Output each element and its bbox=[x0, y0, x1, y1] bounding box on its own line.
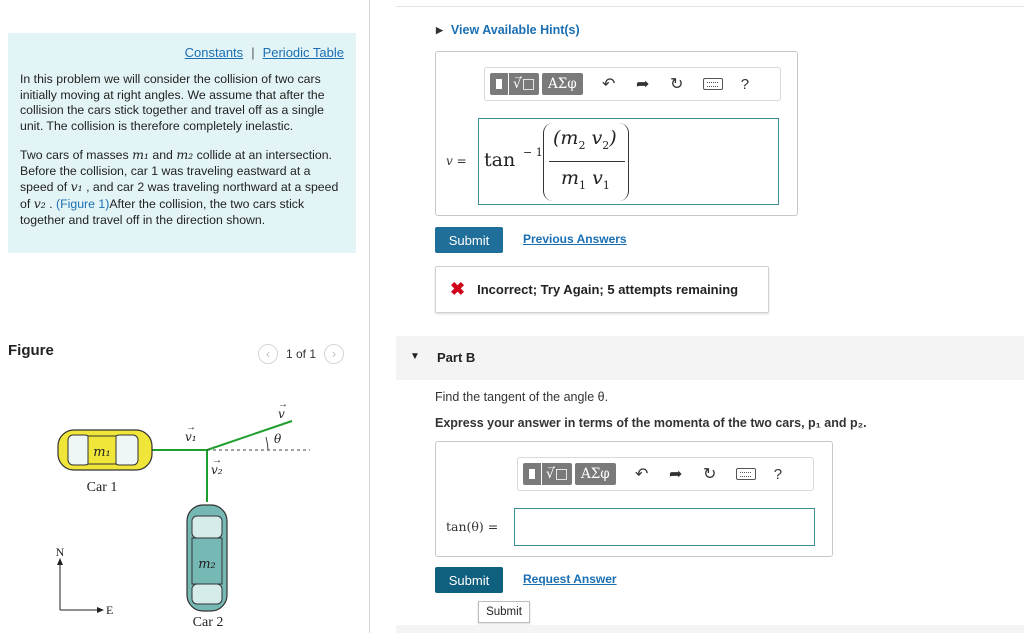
v2-arrow-accent: → bbox=[212, 455, 222, 466]
part-b-header[interactable] bbox=[396, 336, 1024, 380]
keyboard-icon[interactable] bbox=[703, 78, 723, 90]
p2-text-d: , and car 2 was traveling northward at a speed of bbox=[20, 180, 339, 212]
chevron-left-icon: ‹ bbox=[266, 347, 270, 361]
undo-icon[interactable]: ↶ bbox=[635, 466, 649, 483]
root-template-icon: √̅□ bbox=[509, 73, 539, 95]
num-v-sub: 2 bbox=[602, 138, 610, 152]
part-a-submit-button[interactable]: Submit bbox=[435, 227, 503, 253]
intro-panel bbox=[8, 33, 356, 253]
intro-paragraph-1: In this problem we will consider the collision of two cars initially moving at right angles. We assume that after the collision the cars stick together and travel off as a single unit. The collision is therefore completely inelastic. bbox=[20, 72, 325, 134]
car1-mass-label: m₁ bbox=[93, 445, 111, 460]
p2-text-c: collide at an intersection. Before the collision, car 1 was traveling eastward at a speed of bbox=[20, 148, 332, 195]
fraction-numerator: ($m_2$ $v_2$) bbox=[553, 127, 617, 152]
template-square-icon bbox=[490, 73, 508, 95]
templates-button-b[interactable] bbox=[523, 461, 572, 487]
prev-figure-button[interactable] bbox=[258, 344, 278, 364]
den-m: m bbox=[561, 167, 580, 189]
part-b-math-toolbar bbox=[517, 457, 814, 491]
theta-label: θ bbox=[274, 432, 282, 446]
v1-arrow-accent: → bbox=[186, 422, 196, 433]
column-divider bbox=[369, 0, 370, 633]
part-a-answer-input[interactable] bbox=[478, 118, 779, 205]
part-b-question: Find the tangent of the angle θ. bbox=[435, 390, 609, 404]
num-v: v bbox=[591, 127, 603, 149]
help-button[interactable]: ? bbox=[740, 75, 750, 93]
intro-paragraph-2 bbox=[20, 147, 346, 229]
p2-text-a: Two cars of masses bbox=[20, 148, 133, 162]
reset-icon[interactable]: ↻ bbox=[670, 76, 684, 93]
pager-label: 1 of 1 bbox=[286, 347, 317, 361]
num-m-sub: 2 bbox=[578, 138, 586, 152]
inverse-exponent: − 1 bbox=[523, 146, 543, 159]
part-b-answer-input[interactable] bbox=[514, 508, 815, 546]
east-arrowhead bbox=[97, 607, 104, 613]
part-a-answer-box bbox=[435, 51, 798, 216]
fraction-denominator bbox=[561, 167, 610, 192]
den-m-sub: 1 bbox=[579, 178, 587, 192]
periodic-table-link[interactable]: Periodic Table bbox=[262, 45, 344, 60]
north-label: N bbox=[55, 545, 65, 559]
templates-button[interactable] bbox=[490, 71, 539, 97]
speed2-symbol: v₂ bbox=[33, 196, 46, 212]
p2-text-e: . bbox=[45, 197, 57, 212]
num-m: m bbox=[560, 127, 579, 149]
hint-label: View Available Hint(s) bbox=[450, 23, 580, 37]
part-b-answer-box bbox=[435, 441, 833, 557]
collapse-triangle-icon: ▼ bbox=[410, 351, 420, 362]
help-button-b[interactable]: ? bbox=[773, 465, 783, 483]
reset-icon[interactable]: ↻ bbox=[703, 466, 717, 483]
figure-link[interactable]: (Figure 1) bbox=[56, 197, 110, 212]
submit-tooltip: Submit bbox=[478, 601, 530, 623]
angle-arc bbox=[266, 437, 268, 450]
east-label: E bbox=[106, 603, 114, 617]
v-arrow-accent: → bbox=[278, 399, 288, 410]
greek-symbols-button-b[interactable]: ΑΣφ bbox=[575, 463, 616, 485]
feedback-message bbox=[435, 266, 769, 313]
car2-label: Car 2 bbox=[192, 615, 224, 630]
mass1-symbol: m₁ bbox=[132, 147, 149, 162]
den-v: v bbox=[592, 167, 603, 189]
north-arrowhead bbox=[57, 558, 63, 565]
car1-label: Car 1 bbox=[86, 480, 118, 495]
view-hints-toggle[interactable] bbox=[436, 23, 580, 37]
constants-link[interactable]: Constants bbox=[184, 45, 244, 60]
fraction-bar bbox=[549, 161, 625, 162]
car2-mass-label: m₂ bbox=[198, 557, 216, 572]
part-a-math-toolbar bbox=[484, 67, 781, 101]
collision-diagram bbox=[30, 390, 350, 633]
part-b-instruction: Express your answer in terms of the momenta of the two cars, p₁ and p₂. bbox=[435, 416, 867, 430]
previous-answers-link[interactable]: Previous Answers bbox=[523, 232, 627, 246]
mass2-symbol: m₂ bbox=[176, 147, 194, 162]
bottom-strip bbox=[396, 625, 1024, 633]
speed1-symbol: v₁ bbox=[70, 179, 83, 195]
feedback-text: Incorrect; Try Again; 5 attempts remaining bbox=[477, 282, 739, 297]
redo-icon[interactable]: ➦ bbox=[669, 466, 683, 483]
car2 bbox=[187, 505, 227, 611]
greek-symbols-button[interactable]: ΑΣφ bbox=[542, 73, 583, 95]
figure-pager bbox=[258, 344, 344, 364]
expand-triangle-icon: ▶ bbox=[436, 24, 443, 35]
chevron-right-icon: › bbox=[332, 347, 337, 361]
tan-function: tan bbox=[484, 149, 516, 171]
redo-icon[interactable]: ➦ bbox=[636, 76, 650, 93]
v2-label: v₂ bbox=[211, 463, 223, 477]
part-b-submit-button[interactable]: Submit bbox=[435, 567, 503, 593]
car1 bbox=[58, 430, 152, 470]
v1-label: v₁ bbox=[185, 430, 197, 444]
part-b-title: Part B bbox=[437, 350, 476, 365]
p2-text-b: and bbox=[148, 148, 177, 162]
keyboard-icon[interactable] bbox=[736, 468, 756, 480]
root-template-icon: √̅□ bbox=[542, 463, 572, 485]
v-label: v bbox=[278, 407, 285, 421]
link-separator: | bbox=[251, 45, 255, 60]
den-v-sub: 1 bbox=[602, 178, 610, 192]
part-b-variable-label: tan(θ) = bbox=[446, 519, 499, 534]
p2-text-f: After the collision, the two cars stick together and travel off in the direction shown. bbox=[20, 197, 305, 227]
top-rule bbox=[396, 6, 1024, 7]
figure-title: Figure bbox=[8, 342, 54, 359]
part-a-variable-label: v = bbox=[446, 154, 467, 168]
request-answer-link[interactable]: Request Answer bbox=[523, 572, 617, 586]
template-square-icon bbox=[523, 463, 541, 485]
error-x-icon: ✖ bbox=[450, 279, 466, 299]
next-figure-button[interactable] bbox=[324, 344, 344, 364]
undo-icon[interactable]: ↶ bbox=[602, 76, 616, 93]
reference-links bbox=[185, 45, 344, 60]
